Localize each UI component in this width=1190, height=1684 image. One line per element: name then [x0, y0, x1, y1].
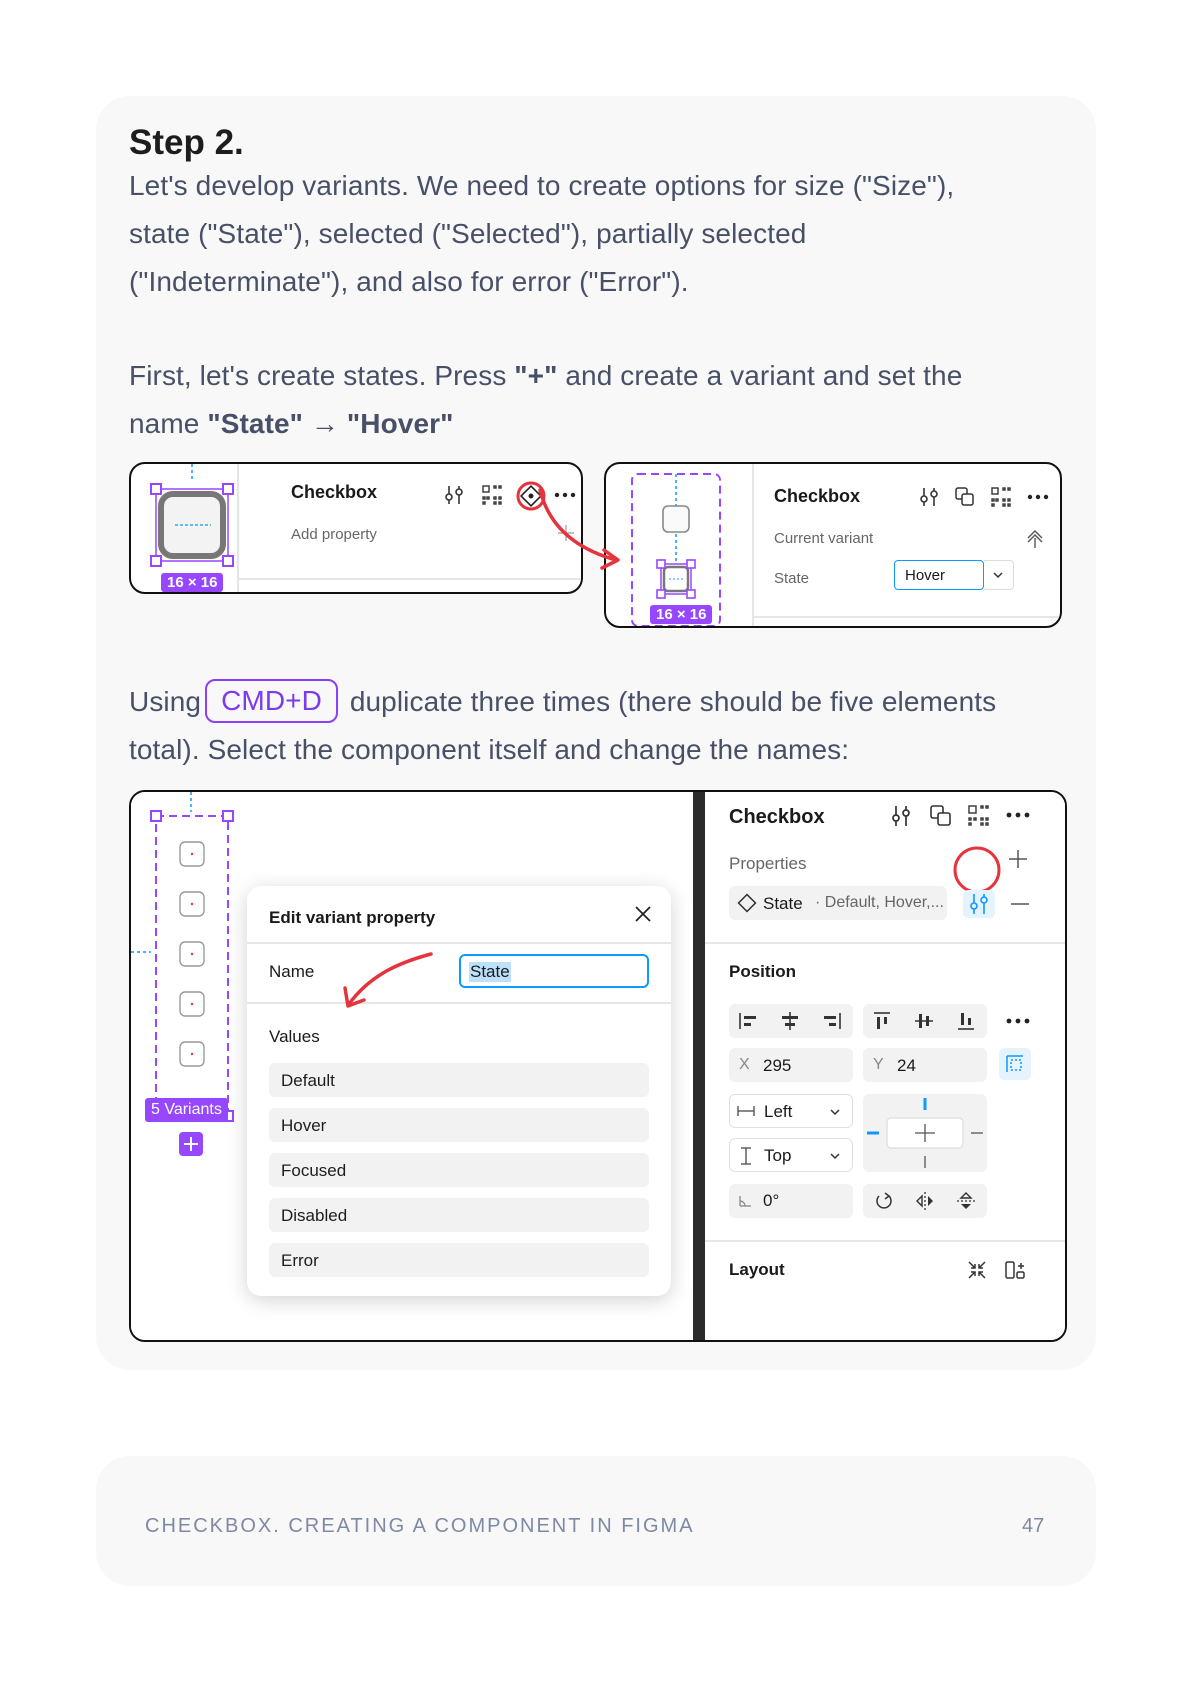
collapse-icon[interactable]: [965, 1258, 989, 1282]
name-label: Name: [269, 962, 315, 981]
diamond-icon: [737, 893, 757, 913]
tune-icon-2[interactable]: [918, 486, 940, 508]
intro-paragraph: Let's develop variants. We need to create options for size ("Size"), state ("State"), selected ("Selected"), partially selected ("Indeterminate"), and also for error ("Error").: [129, 170, 955, 297]
properties-panel: [705, 792, 1067, 1342]
copy-component-icon-3[interactable]: [929, 804, 953, 828]
duplicate-paragraph: Using CMD+D duplicate three times (there should be five elements total). Select the component itself and change the names:: [129, 678, 996, 774]
edit-variant-dialog: [247, 886, 671, 1296]
tune-icon-blue: [963, 890, 995, 918]
horizontal-constraint-select[interactable]: [729, 1094, 853, 1128]
rotation-value: 0°: [763, 1191, 780, 1210]
align-right-icon[interactable]: [821, 1010, 843, 1032]
horizontal-constraint-icon: [736, 1103, 756, 1119]
reset-variant-icon[interactable]: [1024, 528, 1046, 550]
auto-layout-icon[interactable]: [1003, 1258, 1027, 1282]
minus-icon[interactable]: [1009, 894, 1031, 914]
horizontal-constraint-value: Left: [764, 1102, 793, 1121]
vertical-align-group: [863, 1004, 987, 1038]
variants-count-badge: 5 Variants: [145, 1098, 228, 1122]
annotation-arrow-icon: [520, 480, 630, 580]
more-icon-2[interactable]: [1026, 492, 1050, 502]
variant-frame-icon[interactable]: [626, 464, 726, 628]
state-property-chip[interactable]: [729, 886, 947, 920]
vertical-constraint-icon: [738, 1146, 754, 1166]
transform-group: [863, 1184, 987, 1218]
chevron-down-icon: [984, 561, 1012, 589]
screenshot-current-variant: [604, 462, 1062, 628]
x-value: 295: [763, 1056, 792, 1075]
flip-vertical-icon[interactable]: [955, 1190, 977, 1212]
tune-icon-3[interactable]: [889, 804, 913, 828]
align-left-icon[interactable]: [737, 1010, 759, 1032]
y-position-field[interactable]: [863, 1048, 987, 1082]
footer-title: CHECKBOX. CREATING A COMPONENT IN FIGMA: [145, 1515, 695, 1537]
edit-property-button[interactable]: [963, 890, 995, 918]
properties-label: Properties: [729, 854, 807, 873]
state-property-name: State: [763, 894, 803, 913]
grid-icon-2[interactable]: [990, 486, 1012, 508]
step-title: Step 2.: [129, 123, 244, 162]
add-property-label: Add property: [291, 526, 377, 543]
state-value-field[interactable]: Hover: [894, 560, 984, 590]
state-dropdown-button[interactable]: [984, 560, 1014, 590]
plus-icon-3[interactable]: [1007, 848, 1029, 870]
y-value: 24: [897, 1056, 916, 1075]
screenshot-edit-variant: [129, 790, 1067, 1342]
copy-component-icon[interactable]: [954, 486, 976, 508]
align-bottom-icon[interactable]: [955, 1010, 977, 1032]
component-title: Checkbox: [291, 482, 378, 502]
screenshot-add-property: [129, 462, 583, 594]
value-row[interactable]: Disabled: [269, 1198, 649, 1232]
x-position-field[interactable]: [729, 1048, 853, 1082]
grid-icon[interactable]: [481, 484, 503, 506]
size-badge: 16 × 16: [161, 573, 223, 592]
more-icon-4[interactable]: [1005, 1016, 1031, 1026]
angle-icon: [737, 1193, 753, 1209]
constraint-widget[interactable]: [863, 1094, 987, 1172]
states-paragraph: First, let's create states. Press "+" and create a variant and set the name "State" → "Hover": [129, 360, 963, 439]
value-row[interactable]: Focused: [269, 1153, 649, 1187]
rotation-field[interactable]: [729, 1184, 853, 1218]
size-badge-2: 16 × 16: [650, 605, 712, 624]
shortcut-key-badge: CMD+D: [205, 679, 338, 723]
dialog-title: Edit variant property: [269, 908, 436, 927]
vertical-constraint-value: Top: [764, 1146, 792, 1165]
chevron-down-icon-2: [828, 1105, 842, 1119]
position-heading: Position: [729, 962, 797, 981]
horizontal-align-group: [729, 1004, 853, 1038]
state-label: State: [774, 570, 810, 587]
name-input-value: State: [470, 962, 510, 981]
x-label: X: [739, 1056, 750, 1073]
name-input[interactable]: [459, 954, 649, 988]
annotation-arrow-icon-2: [331, 948, 441, 1018]
current-variant-label: Current variant: [774, 530, 874, 547]
value-row[interactable]: Error: [269, 1243, 649, 1277]
value-row[interactable]: Hover: [269, 1108, 649, 1142]
chevron-down-icon-3: [828, 1149, 842, 1163]
tune-icon[interactable]: [443, 484, 465, 506]
grid-icon-3[interactable]: [967, 804, 991, 828]
component-title-2: Checkbox: [774, 486, 861, 506]
page-number: 47: [1022, 1515, 1045, 1537]
align-center-v-icon[interactable]: [913, 1010, 935, 1032]
align-top-icon[interactable]: [871, 1010, 893, 1032]
plus-icon-white: [179, 1132, 203, 1156]
values-label: Values: [269, 1027, 320, 1046]
vertical-constraint-select[interactable]: [729, 1138, 853, 1172]
more-icon-3[interactable]: [1005, 810, 1031, 820]
close-icon[interactable]: [631, 902, 655, 926]
state-property-values: · Default, Hover,...: [815, 894, 944, 911]
flip-horizontal-icon[interactable]: [914, 1190, 936, 1212]
value-row[interactable]: Default: [269, 1063, 649, 1097]
align-center-h-icon[interactable]: [779, 1010, 801, 1032]
annotation-circle-icon: [949, 844, 1009, 894]
constraints-icon: [999, 1048, 1031, 1080]
constraints-toggle-button[interactable]: [999, 1048, 1031, 1080]
layout-heading: Layout: [729, 1260, 785, 1279]
panel-title: Checkbox: [729, 806, 825, 828]
y-label: Y: [873, 1056, 884, 1073]
constraint-widget-icon: [863, 1094, 987, 1172]
rotate-icon[interactable]: [873, 1190, 895, 1212]
add-variant-button[interactable]: [179, 1132, 203, 1156]
